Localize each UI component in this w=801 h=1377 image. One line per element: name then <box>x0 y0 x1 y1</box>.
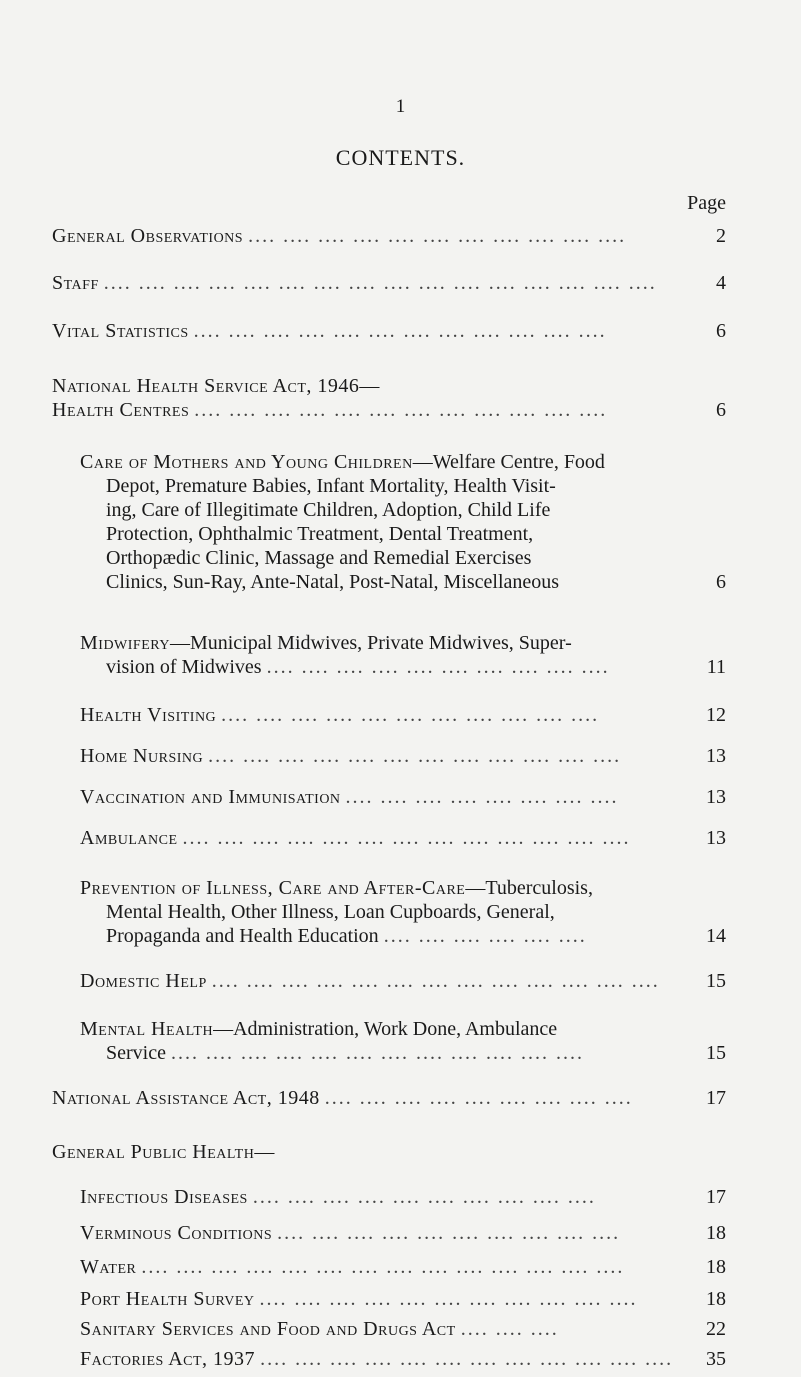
leader-dots: .... .... .... .... .... .... .... .... .... .... <box>277 1222 621 1244</box>
leader-dots: .... .... .... .... .... .... .... .... .... .... <box>266 656 610 678</box>
toc-entry-detail: Mental Health, Other Illness, Loan Cupboards, General, <box>106 901 555 923</box>
leader-dots: .... .... .... <box>460 1318 559 1340</box>
toc-entry-detail: Protection, Ophthalmic Treatment, Dental Treatment, <box>106 523 534 545</box>
leader-dots: .... .... .... .... .... .... .... .... .... .... .... <box>248 225 627 247</box>
toc-entry-detail: —Municipal Midwives, Private Midwives, Super- <box>169 632 572 654</box>
toc-entry-label: Health Visiting <box>80 704 217 726</box>
leader-dots: .... .... .... .... .... .... .... .... .... .... .... <box>221 704 600 726</box>
leader-dots: .... .... .... .... .... .... .... .... .... .... <box>252 1186 596 1208</box>
toc-entry-page: 2 <box>716 225 726 247</box>
leader-dots: .... .... .... .... .... .... <box>383 925 587 947</box>
toc-entry-page: 13 <box>706 827 726 849</box>
toc-entry-label: General Observations <box>52 225 244 247</box>
toc-entry-page: 18 <box>706 1288 726 1310</box>
toc-entry-detail: Orthopædic Clinic, Massage and Remedial Exercises <box>106 547 532 569</box>
toc-entry-page: 14 <box>706 925 726 947</box>
leader-dots: .... .... .... .... .... .... .... .... .... .... .... .... .... <box>211 970 660 992</box>
toc-entry-page: 11 <box>706 656 726 678</box>
toc-entry-label: General Public Health— <box>52 1141 275 1163</box>
toc-entry-label: Domestic Help <box>80 970 207 992</box>
toc-entry-label: Vital Statistics <box>52 320 189 342</box>
toc-entry-detail: —Tuberculosis, <box>465 877 593 899</box>
toc-entry-detail: Clinics, Sun-Ray, Ante-Natal, Post-Natal, Miscellaneous <box>106 571 560 593</box>
leader-dots: .... .... .... .... .... .... .... .... <box>345 786 619 808</box>
toc-entry-page: 12 <box>706 704 726 726</box>
toc-entry-label: Ambulance <box>80 827 178 849</box>
leader-dots: .... .... .... .... .... .... .... .... .... .... .... .... <box>194 399 608 421</box>
contents-title: CONTENTS. <box>335 145 466 170</box>
toc-entry-label: Port Health Survey <box>80 1288 255 1310</box>
leader-dots: .... .... .... .... .... .... .... .... .... .... .... .... <box>260 1348 674 1370</box>
leader-dots: .... .... .... .... .... .... .... .... .... .... .... .... .... <box>182 827 631 849</box>
toc-entry-detail: Depot, Premature Babies, Infant Mortality, Health Visit- <box>106 475 556 497</box>
toc-entry-label: Mental Health <box>80 1018 214 1040</box>
toc-entry-page: 15 <box>706 970 726 992</box>
toc-entry-page: 18 <box>706 1256 726 1278</box>
toc-entry-label: Verminous Conditions <box>80 1222 273 1244</box>
leader-dots: .... .... .... .... .... .... .... .... .... .... .... .... .... .... .... .... <box>103 272 657 294</box>
toc-entry-label: National Assistance Act, 1948 <box>52 1087 320 1109</box>
leader-dots: .... .... .... .... .... .... .... .... .... .... .... .... .... .... <box>141 1256 625 1278</box>
leader-dots: .... .... .... .... .... .... .... .... .... .... .... .... <box>170 1042 584 1064</box>
toc-entry-label: Prevention of Illness, Care and After-Care <box>80 877 466 899</box>
toc-entry-detail: ing, Care of Illegitimate Children, Adoption, Child Life <box>106 499 551 521</box>
leader-dots: .... .... .... .... .... .... .... .... .... .... .... .... <box>208 745 622 767</box>
toc-entry-label: Care of Mothers and Young Children <box>80 451 413 473</box>
toc-entry-page: 6 <box>716 571 726 593</box>
leader-dots: .... .... .... .... .... .... .... .... .... .... .... <box>259 1288 638 1310</box>
toc-entry-detail: vision of Midwives <box>106 656 262 678</box>
toc-entry-detail: —Administration, Work Done, Ambulance <box>213 1018 558 1040</box>
toc-entry-label: Sanitary Services and Food and Drugs Act <box>80 1318 456 1340</box>
toc-entry-detail: Propaganda and Health Education <box>106 925 379 947</box>
toc-entry-label: Infectious Diseases <box>80 1186 248 1208</box>
leader-dots: .... .... .... .... .... .... .... .... .... <box>324 1087 633 1109</box>
toc-entry-page: 15 <box>706 1042 726 1064</box>
toc-entry-page: 17 <box>706 1087 726 1109</box>
toc-entry-label: Home Nursing <box>80 745 204 767</box>
toc-entry-label: Water <box>80 1256 137 1278</box>
toc-entry-page: 13 <box>706 745 726 767</box>
toc-entry-page: 17 <box>706 1186 726 1208</box>
page-number: 1 <box>395 96 406 117</box>
toc-entry-page: 13 <box>706 786 726 808</box>
toc-entry-page: 35 <box>706 1348 726 1370</box>
toc-entry-label: Vaccination and Immunisation <box>80 786 341 808</box>
toc-entry-label: Health Centres <box>52 399 190 421</box>
toc-entry-page: 4 <box>716 272 726 294</box>
toc-entry-page: 22 <box>706 1318 726 1340</box>
toc-entry <box>0 1318 801 1340</box>
page-column-label: Page <box>687 192 726 214</box>
leader-dots: .... .... .... .... .... .... .... .... .... .... .... .... <box>193 320 607 342</box>
toc-entry-page: 6 <box>716 399 726 421</box>
toc-entry-page: 18 <box>706 1222 726 1244</box>
toc-entry-label: National Health Service Act, 1946— <box>52 375 380 397</box>
toc-entry-label: Midwifery <box>80 632 170 654</box>
toc-entry-detail: —Welfare Centre, Food <box>412 451 605 473</box>
toc-entry-page: 6 <box>716 320 726 342</box>
toc-entry-detail: Service <box>106 1042 166 1064</box>
toc-entry-label: Factories Act, 1937 <box>80 1348 256 1370</box>
toc-entry-label: Staff <box>52 272 99 294</box>
